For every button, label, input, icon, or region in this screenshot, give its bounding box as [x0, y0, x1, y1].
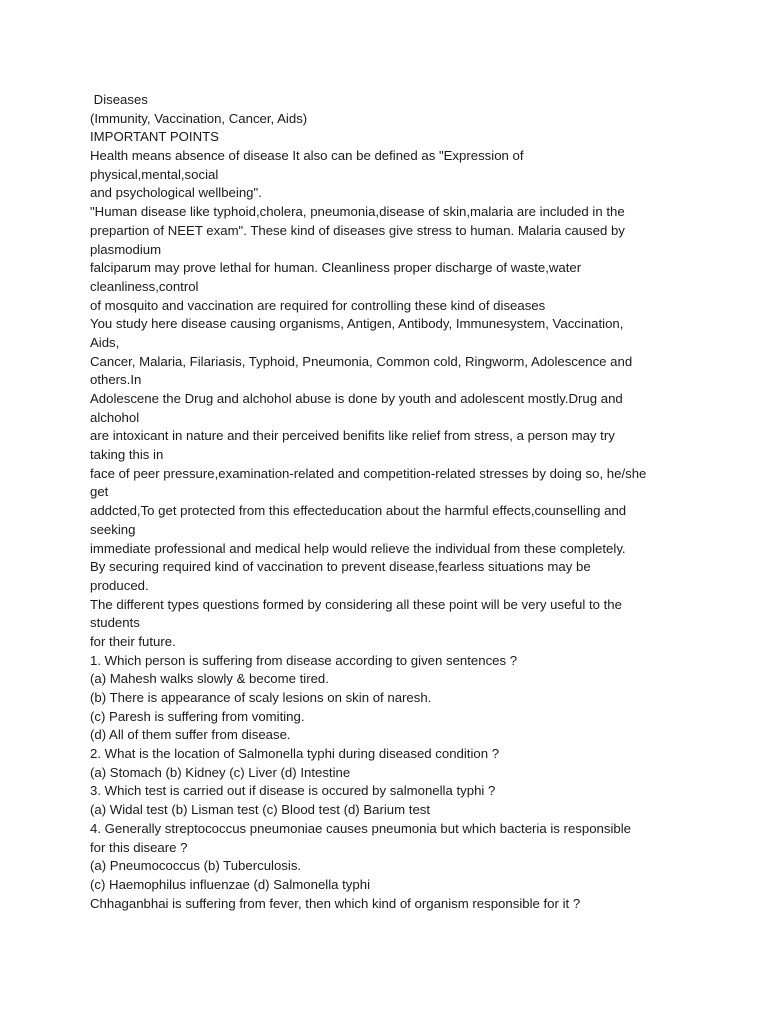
- doc-line: addcted,To get protected from this effecteducation about the harmful effects,counselling and: [90, 503, 627, 519]
- doc-line: get: [90, 484, 109, 500]
- doc-line: taking this in: [90, 447, 164, 463]
- question-1-option-a: (a) Mahesh walks slowly & become tired.: [90, 671, 329, 687]
- doc-line: immediate professional and medical help would relieve the individual from these completely.: [90, 540, 626, 556]
- doc-line: Cancer, Malaria, Filariasis, Typhoid, Pneumonia, Common cold, Ringworm, Adolescence and: [90, 353, 633, 369]
- doc-line: (Immunity, Vaccination, Cancer, Aids): [90, 110, 308, 126]
- question-1-option-c: (c) Paresh is suffering from vomiting.: [90, 708, 305, 724]
- doc-line: cleanliness,control: [90, 278, 199, 294]
- question-1-option-d: (d) All of them suffer from disease.: [90, 727, 291, 743]
- doc-line: falciparum may prove lethal for human. Cleanliness proper discharge of waste,water: [90, 260, 582, 276]
- doc-line: alchohol: [90, 409, 140, 425]
- doc-line: produced.: [90, 577, 149, 593]
- doc-line: face of peer pressure,examination-related and competition-related stresses by doing so, he/she: [90, 465, 647, 481]
- doc-line: are intoxicant in nature and their perceived benifits like relief from stress, a person may try: [90, 428, 615, 444]
- question-4: 4. Generally streptococcus pneumoniae causes pneumonia but which bacteria is responsible: [90, 820, 631, 836]
- doc-line: physical,mental,social: [90, 166, 219, 182]
- document-page: [90, 91, 690, 913]
- question-4-continued: for this diseare ?: [90, 839, 188, 855]
- question-1-option-b: (b) There is appearance of scaly lesions on skin of naresh.: [90, 690, 432, 705]
- doc-line: for their future.: [90, 633, 176, 649]
- question-3-options: (a) Widal test (b) Lisman test (c) Blood test (d) Barium test: [90, 802, 431, 818]
- doc-line: Adolescene the Drug and alchohol abuse is done by youth and adolescent mostly.Drug and: [90, 391, 623, 406]
- question-1: 1. Which person is suffering from disease according to given sentences ?: [90, 652, 518, 668]
- doc-line: prepartion of NEET exam". These kind of diseases give stress to human. Malaria caused by: [90, 222, 625, 238]
- question-2-options: (a) Stomach (b) Kidney (c) Liver (d) Intestine: [90, 764, 351, 780]
- question-3: 3. Which test is carried out if disease is occured by salmonella typhi ?: [90, 783, 496, 799]
- doc-line: By securing required kind of vaccination to prevent disease,fearless situations may be: [90, 559, 591, 575]
- question-5: Chhaganbhai is suffering from fever, then which kind of organism responsible for it ?: [90, 895, 581, 911]
- doc-line: Health means absence of disease It also can be defined as "Expression of: [90, 148, 524, 164]
- doc-line: You study here disease causing organisms, Antigen, Antibody, Immunesystem, Vaccination,: [90, 316, 624, 332]
- doc-line: Aids,: [90, 334, 120, 350]
- doc-line: others.In: [90, 372, 142, 388]
- doc-line: of mosquito and vaccination are required for controlling these kind of diseases: [90, 297, 546, 313]
- doc-line: and psychological wellbeing".: [90, 185, 262, 201]
- question-2: 2. What is the location of Salmonella typhi during diseased condition ?: [90, 746, 500, 762]
- doc-line: plasmodium: [90, 241, 162, 257]
- doc-line: Diseases: [90, 92, 148, 107]
- doc-line: "Human disease like typhoid,cholera, pneumonia,disease of skin,malaria are included in the: [90, 204, 625, 220]
- question-4-options-cd: (c) Haemophilus influenzae (d) Salmonella typhi: [90, 876, 371, 892]
- doc-line: seeking: [90, 521, 136, 537]
- doc-line: IMPORTANT POINTS: [90, 129, 219, 145]
- question-4-options-ab: (a) Pneumococcus (b) Tuberculosis.: [90, 858, 302, 874]
- doc-line: The different types questions formed by considering all these point will be very useful to the: [90, 596, 622, 612]
- doc-line: students: [90, 615, 140, 631]
